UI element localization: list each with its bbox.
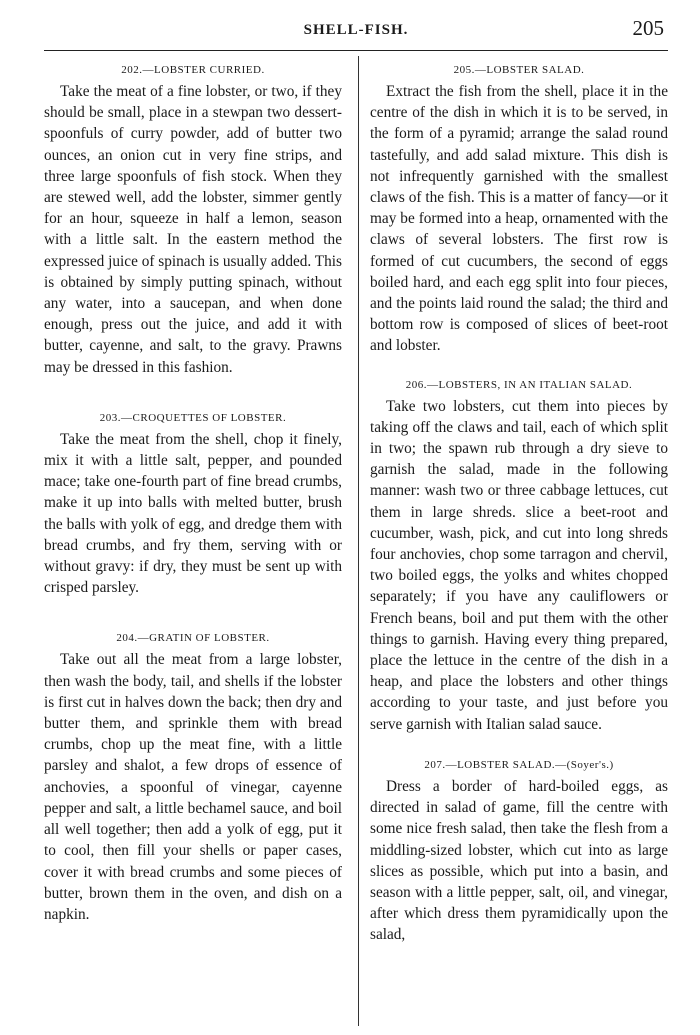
recipe-203	[44, 412, 342, 599]
recipe-text: Extract the fish from the shell, place it in the centre of the dish in which it is to be served, in the form of a pyramid; arrange the salad round tastefully, and add salad mixture. This dish is not infrequently garnished with the smallest claws of the fish. This is a matter of fancy—or it may be formed into a heap, ornamented with the claws of several lobsters. The first row is formed of cut cucumbers, the second of eggs boiled hard, and each egg split into four pieces, and the points laid round the salad; the third and bottom row is composed of slices of beet-root and lobster.	[370, 83, 668, 355]
recipe-206	[370, 379, 668, 735]
recipe-text: Take the meat of a fine lobster, or two, if they should be small, place in a stewpan two dessert-spoonfuls of curry powder, add of butter two ounces, an onion cut in very fine strips, and three large spoonfuls of fish stock. When they are stewed well, add the lobster, simmer gently for an hour, squeeze in half a lemon, season with a little salt. In the eastern method the expressed juice of spinach is usually added. This is obtained by simply putting spinach, without any water, into a saucepan, and when done enough, press out the juice, and add it with butter, cayenne, and salt, to the gravy. Prawns may be dressed in this fashion.	[44, 83, 342, 376]
recipe-202	[44, 64, 342, 378]
column-divider	[358, 56, 359, 1026]
recipe-207	[370, 759, 668, 946]
recipe-heading: 203.—CROQUETTES OF LOBSTER.	[99, 411, 287, 424]
page-header	[44, 14, 668, 51]
recipe-heading: 205.—LOBSTER SALAD.	[453, 64, 585, 76]
recipe-heading: 207.—LOBSTER SALAD.—(Soyer's.)	[424, 758, 614, 771]
recipe-204	[44, 632, 342, 925]
left-column	[44, 58, 342, 925]
running-head: SHELL-FISH.	[303, 22, 409, 38]
recipe-text: Dress a border of hard-boiled eggs, as directed in salad of game, fill the centre with some nice fresh salad, then take the flesh from a middling-sized lobster, which cut into as large slices as possible, which put into a basin, and season with a little pepper, salt, oil, and vinegar, after which dress them pyramidically upon the salad,	[370, 777, 668, 944]
recipe-heading: 206.—LOBSTERS, IN AN ITALIAN SALAD.	[405, 378, 633, 391]
recipe-205	[370, 64, 668, 357]
recipe-text: Take two lobsters, cut them into pieces by taking off the claws and tail, each of which split in two; the spawn rub through a dry sieve to garnish the salad, made in the following manner: wash two or three cabbage lettuces, cut them in large shreds. slice a beet-root and cucumber, wash, pick, and cut into long shreds four anchovies, chop some tarragon and chervil, two boiled eggs, the yolks and whites chopped separately; if you have any cauliflowers or French beans, boil and put them with the other things to garnish. Having every thing prepared, place the lettuce in the centre of the dish in a heap, and place the lobsters and other things according to your taste, and just before you serve garnish with Italian salad sauce.	[370, 397, 668, 733]
recipe-heading: 204.—GRATIN OF LOBSTER.	[116, 632, 270, 645]
recipe-text: Take out all the meat from a large lobster, then wash the body, tail, and shells if the lobster is first cut in halves down the back; then dry and butter them, and sprinkle them with bread crumbs, chop up the meat fine, with a little parsley and shalot, a few drops of essence of anchovies, a spoonful of vinegar, cayenne pepper and salt, a little bechamel sauce, and boil all well together; then add a yolk of egg, put it to cool, then fill your shells or paper cases, cover it with bread crumbs and some pieces of butter, brown them in the oven, and dish on a napkin.	[44, 651, 342, 923]
recipe-heading: 202.—LOBSTER CURRIED.	[121, 64, 265, 76]
page-number: 205	[632, 16, 664, 40]
right-column	[370, 58, 668, 946]
recipe-text: Take the meat from the shell, chop it finely, mix it with a little salt, pepper, and pounded mace; take one-fourth part of fine bread crumbs, make it up into balls with melted butter, brush the balls with yolk of egg, and dredge them with bread crumbs, and fry them, serving with or without gravy: if dry, they must be sent up with crisped parsley.	[44, 430, 342, 597]
